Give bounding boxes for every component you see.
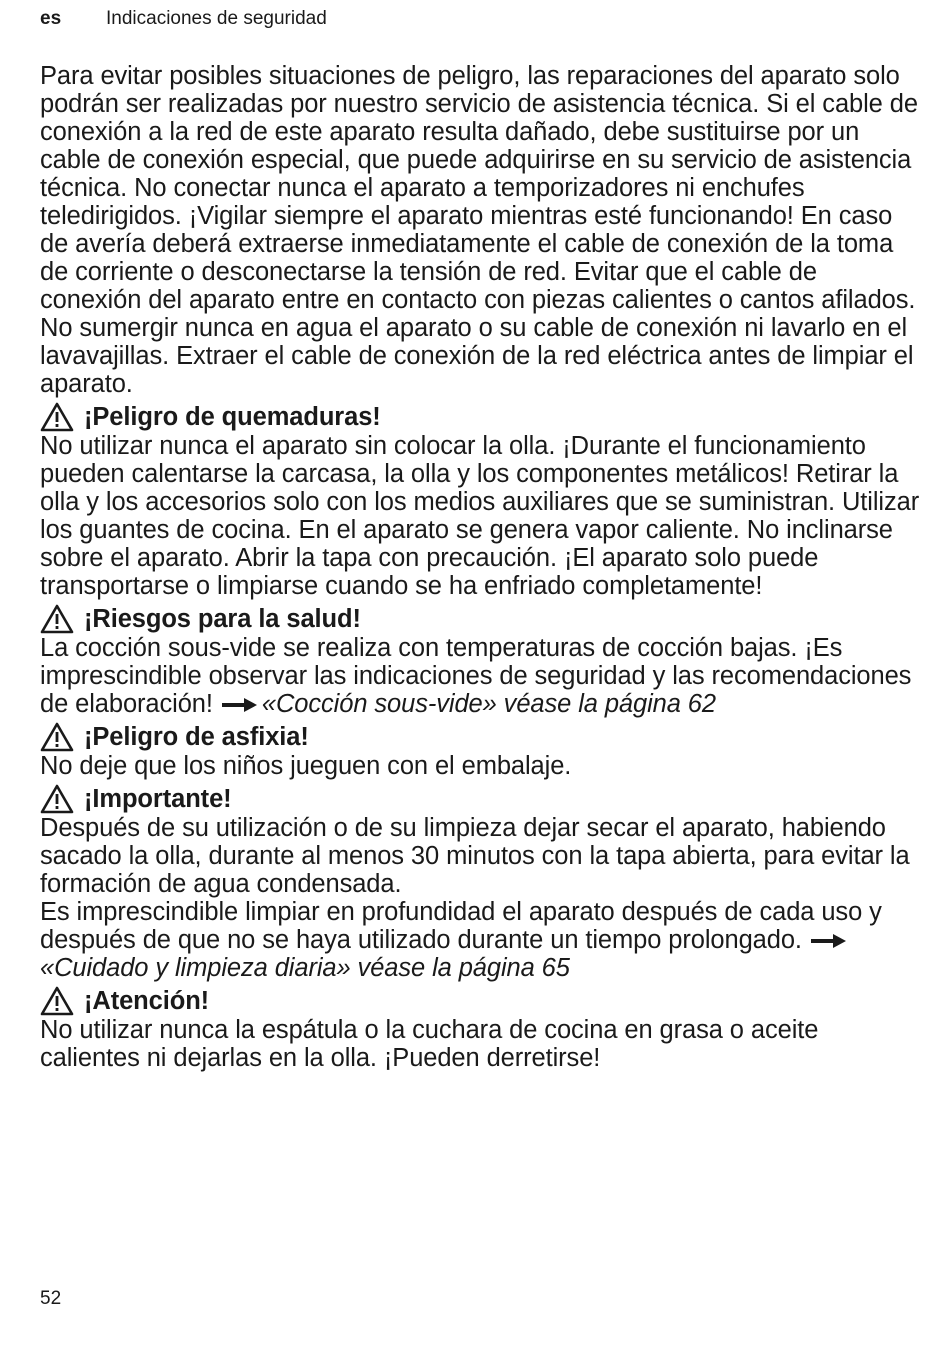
suffocation-warning-heading: [40, 722, 920, 752]
warning-triangle-icon: [40, 402, 74, 432]
burn-warning-text: No utilizar nunca el aparato sin colocar la olla. ¡Durante el funcionamiento pueden calentarse la carcasa, la olla y los componentes metálicos! Retirar la olla y los accesorios solo con los medios auxiliares que se suministran. Utilizar los guantes de cocina. En el aparato se genera vapor caliente. No inclinarse sobre el aparato. Abrir la tapa con precaución. ¡El aparato solo puede transportarse o limpiarse cuando se ha enfriado completamente!: [40, 432, 920, 600]
attention-title: ¡Atención!: [84, 987, 210, 1015]
warning-triangle-icon: [40, 604, 74, 634]
sous-vide-reference-link[interactable]: «Cocción sous-vide» véase la página 62: [261, 690, 716, 718]
language-code: es: [40, 8, 62, 29]
attention-heading: [40, 986, 920, 1016]
health-warning-text: [40, 634, 920, 718]
page-number: 52: [40, 1288, 62, 1309]
page-header: [40, 7, 327, 31]
suffocation-warning-text: No deje que los niños jueguen con el embalaje.: [40, 752, 572, 780]
health-warning-heading: [40, 604, 920, 634]
important-title: ¡Importante!: [84, 785, 232, 813]
health-warning-title: ¡Riesgos para la salud!: [84, 605, 361, 633]
cleaning-reference-link[interactable]: «Cuidado y limpieza diaria» véase la página 65: [40, 954, 570, 982]
burn-warning-title: ¡Peligro de quemaduras!: [84, 403, 381, 431]
important-text-cleaning: [40, 898, 920, 982]
health-warning-body: La cocción sous-vide se realiza con temperaturas de cocción bajas. ¡Es imprescindible observar las indicaciones de seguridad y las recomendaciones de elaboración!: [40, 634, 912, 718]
warning-triangle-icon: [40, 784, 74, 814]
important-text-drying: Después de su utilización o de su limpieza dejar secar el aparato, habiendo sacado la olla, durante al menos 30 minutos con la tapa abierta, para evitar la formación de agua condensada.: [40, 814, 910, 898]
arrow-right-icon: [222, 697, 258, 713]
important-heading: [40, 784, 920, 814]
intro-paragraph: Para evitar posibles situaciones de peligro, las reparaciones del aparato solo podrán ser realizadas por nuestro servicio de asistencia técnica. Si el cable de conexión a la red de este aparato resulta dañado, debe sustituirse por un cable de conexión especial, que puede adquirirse en su servicio de asistencia técnica. No conectar nunca el aparato a temporizadores ni enchufes teledirigidos. ¡Vigilar siempre el aparato mientras esté funcionando! En caso de avería deberá extraerse inmediatamente el cable de conexión de la toma de corriente o desconectarse la tensión de red. Evitar que el cable de conexión del aparato entre en contacto con piezas calientes o cantos afilados. No sumergir nunca en agua el aparato o su cable de conexión ni lavarlo en el lavavajillas. Extraer el cable de conexión de la red eléctrica antes de limpiar el aparato.: [40, 62, 918, 398]
suffocation-warning-title: ¡Peligro de asfixia!: [84, 723, 309, 751]
warning-triangle-icon: [40, 722, 74, 752]
burn-warning-heading: [40, 402, 920, 432]
attention-text: No utilizar nunca la espátula o la cuchara de cocina en grasa o aceite calientes ni dejarlas en la olla. ¡Pueden derretirse!: [40, 1016, 819, 1072]
important-cleaning-body: Es imprescindible limpiar en profundidad el aparato después de cada uso y después de que no se haya utilizado durante un tiempo prolongado.: [40, 898, 882, 954]
document-body: [40, 62, 920, 1072]
arrow-right-icon: [811, 933, 847, 949]
header-title: Indicaciones de seguridad: [106, 8, 327, 29]
warning-triangle-icon: [40, 986, 74, 1016]
